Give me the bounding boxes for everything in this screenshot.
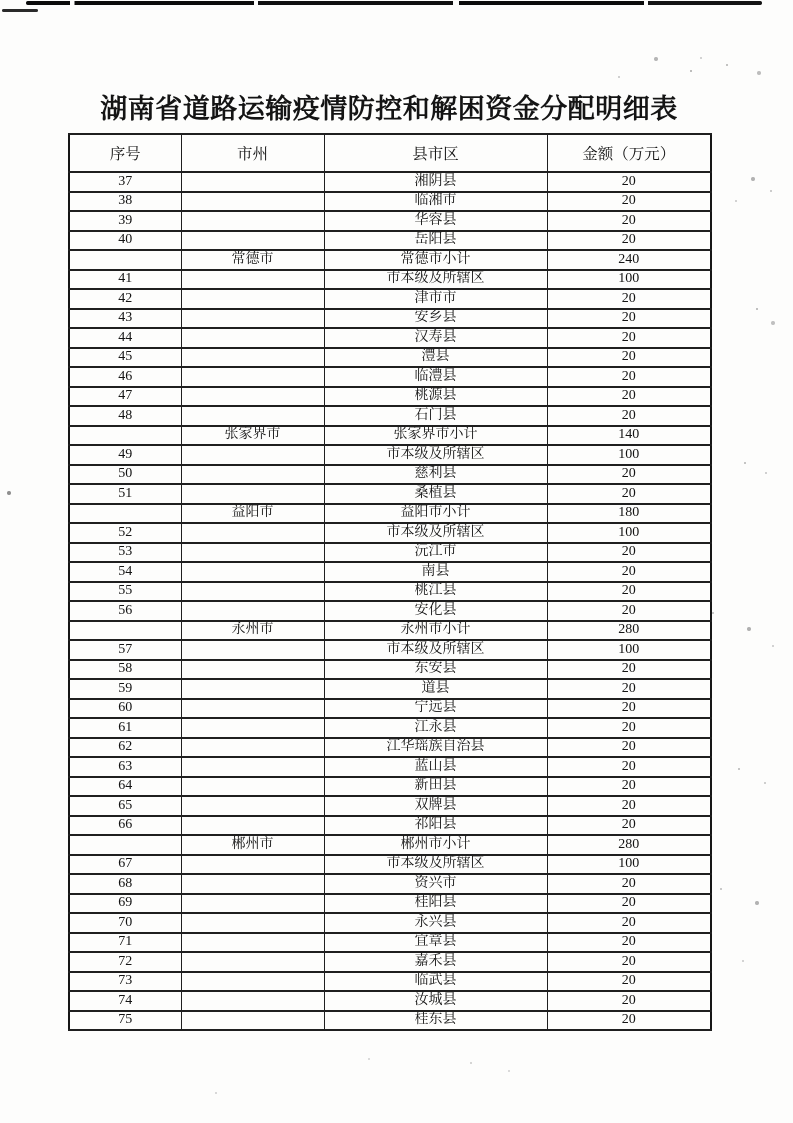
cell-county: 道县 — [324, 679, 547, 699]
cell-city — [181, 1011, 324, 1031]
cell-city — [181, 484, 324, 504]
cell-city — [181, 796, 324, 816]
table-row — [69, 874, 711, 894]
cell-county: 江永县 — [324, 718, 547, 738]
cell-city — [181, 874, 324, 894]
cell-serial-number: 56 — [69, 601, 181, 621]
cell-county: 宁远县 — [324, 699, 547, 719]
column-header-county: 县市区 — [324, 134, 547, 172]
cell-city: 郴州市 — [181, 835, 324, 855]
cell-city — [181, 445, 324, 465]
cell-county: 市本级及所辖区 — [324, 855, 547, 875]
cell-serial-number: 59 — [69, 679, 181, 699]
cell-county: 桃源县 — [324, 387, 547, 407]
cell-serial-number: 74 — [69, 991, 181, 1011]
cell-county: 岳阳县 — [324, 231, 547, 251]
cell-amount: 20 — [547, 894, 711, 914]
cell-amount: 20 — [547, 367, 711, 387]
cell-amount: 20 — [547, 972, 711, 992]
cell-serial-number: 68 — [69, 874, 181, 894]
cell-county: 江华瑶族自治县 — [324, 738, 547, 758]
table-row — [69, 660, 711, 680]
table-row — [69, 757, 711, 777]
cell-serial-number: 65 — [69, 796, 181, 816]
cell-serial-number: 55 — [69, 582, 181, 602]
cell-city — [181, 406, 324, 426]
cell-city — [181, 679, 324, 699]
cell-serial-number — [69, 504, 181, 524]
cell-county: 益阳市小计 — [324, 504, 547, 524]
cell-city — [181, 270, 324, 290]
cell-serial-number: 53 — [69, 543, 181, 563]
cell-county: 桂阳县 — [324, 894, 547, 914]
cell-serial-number: 69 — [69, 894, 181, 914]
table-row — [69, 309, 711, 329]
cell-county: 安化县 — [324, 601, 547, 621]
cell-city — [181, 913, 324, 933]
cell-amount: 20 — [547, 816, 711, 836]
cell-city — [181, 309, 324, 329]
cell-city — [181, 699, 324, 719]
cell-serial-number: 45 — [69, 348, 181, 368]
table-row — [69, 1011, 711, 1031]
cell-city — [181, 192, 324, 212]
cell-amount: 180 — [547, 504, 711, 524]
scan-artifact-top-edge — [26, 1, 762, 5]
table-row — [69, 445, 711, 465]
cell-city — [181, 562, 324, 582]
document-title: 湖南省道路运输疫情防控和解困资金分配明细表 — [100, 94, 678, 124]
cell-county: 安乡县 — [324, 309, 547, 329]
table-row — [69, 250, 711, 270]
cell-amount: 20 — [547, 289, 711, 309]
cell-amount: 20 — [547, 679, 711, 699]
cell-serial-number — [69, 426, 181, 446]
cell-city — [181, 211, 324, 231]
cell-amount: 20 — [547, 660, 711, 680]
cell-amount: 20 — [547, 543, 711, 563]
table-row — [69, 972, 711, 992]
cell-county: 湘阴县 — [324, 172, 547, 192]
cell-city — [181, 523, 324, 543]
cell-serial-number: 47 — [69, 387, 181, 407]
cell-county: 汉寿县 — [324, 328, 547, 348]
cell-city — [181, 933, 324, 953]
cell-city — [181, 991, 324, 1011]
cell-amount: 20 — [547, 309, 711, 329]
scan-artifact-top-dash — [2, 9, 38, 12]
cell-city — [181, 640, 324, 660]
cell-serial-number: 57 — [69, 640, 181, 660]
cell-serial-number: 39 — [69, 211, 181, 231]
cell-county: 资兴市 — [324, 874, 547, 894]
cell-amount: 20 — [547, 406, 711, 426]
cell-amount: 20 — [547, 172, 711, 192]
cell-city — [181, 231, 324, 251]
cell-serial-number: 54 — [69, 562, 181, 582]
cell-serial-number: 64 — [69, 777, 181, 797]
cell-serial-number: 66 — [69, 816, 181, 836]
cell-serial-number: 44 — [69, 328, 181, 348]
table-row — [69, 835, 711, 855]
cell-serial-number — [69, 835, 181, 855]
table-row — [69, 484, 711, 504]
cell-serial-number: 40 — [69, 231, 181, 251]
table-row — [69, 211, 711, 231]
cell-amount: 20 — [547, 231, 711, 251]
cell-serial-number: 62 — [69, 738, 181, 758]
table-row — [69, 192, 711, 212]
cell-city: 永州市 — [181, 621, 324, 641]
cell-city — [181, 952, 324, 972]
cell-amount: 20 — [547, 211, 711, 231]
cell-city — [181, 972, 324, 992]
cell-amount: 20 — [547, 582, 711, 602]
table-row — [69, 504, 711, 524]
cell-amount: 20 — [547, 1011, 711, 1031]
table-row — [69, 816, 711, 836]
cell-amount: 20 — [547, 777, 711, 797]
table-row — [69, 894, 711, 914]
cell-amount: 20 — [547, 874, 711, 894]
cell-city — [181, 387, 324, 407]
cell-amount: 20 — [547, 718, 711, 738]
cell-amount: 20 — [547, 738, 711, 758]
table-row — [69, 796, 711, 816]
cell-county: 永兴县 — [324, 913, 547, 933]
cell-county: 汝城县 — [324, 991, 547, 1011]
cell-city — [181, 582, 324, 602]
cell-city — [181, 367, 324, 387]
column-header-serial: 序号 — [69, 134, 181, 172]
cell-amount: 20 — [547, 952, 711, 972]
column-header-city: 市州 — [181, 134, 324, 172]
cell-city — [181, 289, 324, 309]
cell-county: 市本级及所辖区 — [324, 640, 547, 660]
cell-serial-number: 71 — [69, 933, 181, 953]
cell-county: 津市市 — [324, 289, 547, 309]
cell-amount: 140 — [547, 426, 711, 446]
table-row — [69, 562, 711, 582]
table-row — [69, 406, 711, 426]
cell-county: 市本级及所辖区 — [324, 270, 547, 290]
cell-amount: 100 — [547, 445, 711, 465]
cell-serial-number — [69, 621, 181, 641]
cell-county: 常德市小计 — [324, 250, 547, 270]
cell-serial-number: 60 — [69, 699, 181, 719]
cell-city — [181, 660, 324, 680]
cell-serial-number: 49 — [69, 445, 181, 465]
cell-amount: 20 — [547, 192, 711, 212]
cell-county: 永州市小计 — [324, 621, 547, 641]
cell-amount: 20 — [547, 913, 711, 933]
cell-serial-number: 37 — [69, 172, 181, 192]
table-row — [69, 855, 711, 875]
cell-serial-number: 61 — [69, 718, 181, 738]
cell-county: 临澧县 — [324, 367, 547, 387]
cell-serial-number — [69, 250, 181, 270]
cell-serial-number: 63 — [69, 757, 181, 777]
cell-city — [181, 543, 324, 563]
header-row — [69, 134, 711, 172]
cell-county: 慈利县 — [324, 465, 547, 485]
table-row — [69, 582, 711, 602]
cell-serial-number: 48 — [69, 406, 181, 426]
cell-city: 张家界市 — [181, 426, 324, 446]
cell-amount: 100 — [547, 855, 711, 875]
cell-serial-number: 38 — [69, 192, 181, 212]
cell-amount: 20 — [547, 991, 711, 1011]
cell-serial-number: 41 — [69, 270, 181, 290]
cell-county: 南县 — [324, 562, 547, 582]
table-row — [69, 523, 711, 543]
table-row — [69, 348, 711, 368]
cell-amount: 20 — [547, 348, 711, 368]
table-row — [69, 601, 711, 621]
cell-county: 石门县 — [324, 406, 547, 426]
scan-noise-speckles — [0, 0, 2, 2]
cell-amount: 20 — [547, 757, 711, 777]
table-row — [69, 679, 711, 699]
table-row — [69, 387, 711, 407]
cell-amount: 20 — [547, 796, 711, 816]
cell-serial-number: 72 — [69, 952, 181, 972]
cell-serial-number: 70 — [69, 913, 181, 933]
cell-amount: 20 — [547, 465, 711, 485]
cell-county: 宜章县 — [324, 933, 547, 953]
cell-county: 祁阳县 — [324, 816, 547, 836]
cell-city — [181, 465, 324, 485]
cell-amount: 20 — [547, 328, 711, 348]
cell-serial-number: 58 — [69, 660, 181, 680]
table-row — [69, 465, 711, 485]
cell-county: 张家界市小计 — [324, 426, 547, 446]
cell-city — [181, 718, 324, 738]
cell-city — [181, 757, 324, 777]
cell-serial-number: 46 — [69, 367, 181, 387]
table-row — [69, 270, 711, 290]
cell-amount: 20 — [547, 562, 711, 582]
allocation-table — [68, 133, 712, 1031]
cell-amount: 20 — [547, 484, 711, 504]
cell-city — [181, 777, 324, 797]
table-row — [69, 367, 711, 387]
table-row — [69, 328, 711, 348]
cell-county: 郴州市小计 — [324, 835, 547, 855]
cell-amount: 240 — [547, 250, 711, 270]
cell-county: 临湘市 — [324, 192, 547, 212]
cell-county: 桂东县 — [324, 1011, 547, 1031]
cell-city — [181, 328, 324, 348]
cell-county: 市本级及所辖区 — [324, 523, 547, 543]
cell-city — [181, 172, 324, 192]
cell-county: 华容县 — [324, 211, 547, 231]
table-header — [69, 134, 711, 172]
cell-city — [181, 601, 324, 621]
cell-county: 沅江市 — [324, 543, 547, 563]
cell-amount: 20 — [547, 601, 711, 621]
cell-serial-number: 73 — [69, 972, 181, 992]
cell-serial-number: 51 — [69, 484, 181, 504]
cell-county: 蓝山县 — [324, 757, 547, 777]
cell-amount: 280 — [547, 835, 711, 855]
table-row — [69, 231, 711, 251]
cell-serial-number: 75 — [69, 1011, 181, 1031]
cell-city — [181, 816, 324, 836]
cell-amount: 100 — [547, 523, 711, 543]
cell-city: 常德市 — [181, 250, 324, 270]
cell-county: 双牌县 — [324, 796, 547, 816]
cell-county: 临武县 — [324, 972, 547, 992]
cell-county: 东安县 — [324, 660, 547, 680]
table-row — [69, 699, 711, 719]
cell-serial-number: 50 — [69, 465, 181, 485]
cell-city — [181, 738, 324, 758]
cell-amount: 20 — [547, 933, 711, 953]
cell-county: 澧县 — [324, 348, 547, 368]
cell-amount: 20 — [547, 699, 711, 719]
cell-city — [181, 894, 324, 914]
cell-serial-number: 43 — [69, 309, 181, 329]
cell-county: 市本级及所辖区 — [324, 445, 547, 465]
table-row — [69, 543, 711, 563]
cell-serial-number: 42 — [69, 289, 181, 309]
cell-county: 新田县 — [324, 777, 547, 797]
cell-amount: 20 — [547, 387, 711, 407]
cell-amount: 280 — [547, 621, 711, 641]
table-row — [69, 718, 711, 738]
table-row — [69, 640, 711, 660]
cell-amount: 100 — [547, 640, 711, 660]
cell-city — [181, 348, 324, 368]
cell-county: 桑植县 — [324, 484, 547, 504]
cell-serial-number: 52 — [69, 523, 181, 543]
table-row — [69, 426, 711, 446]
table-row — [69, 952, 711, 972]
table-row — [69, 933, 711, 953]
table-row — [69, 172, 711, 192]
table-row — [69, 289, 711, 309]
table-row — [69, 913, 711, 933]
cell-city — [181, 855, 324, 875]
cell-serial-number: 67 — [69, 855, 181, 875]
column-header-amount: 金额（万元） — [547, 134, 711, 172]
cell-amount: 100 — [547, 270, 711, 290]
cell-county: 嘉禾县 — [324, 952, 547, 972]
table-row — [69, 777, 711, 797]
table-row — [69, 738, 711, 758]
table-row — [69, 991, 711, 1011]
table-row — [69, 621, 711, 641]
cell-city: 益阳市 — [181, 504, 324, 524]
table-body — [69, 172, 711, 1030]
cell-county: 桃江县 — [324, 582, 547, 602]
